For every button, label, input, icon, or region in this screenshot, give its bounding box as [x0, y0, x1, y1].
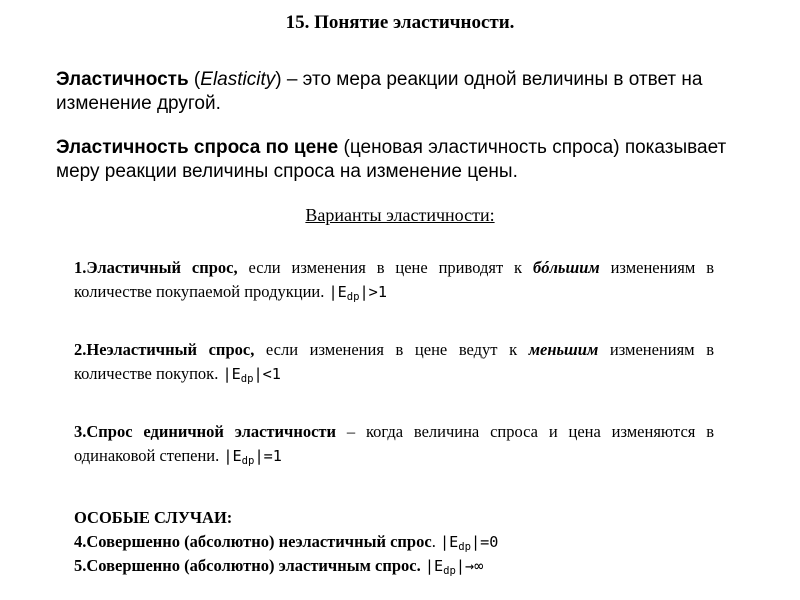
definition-term: Эластичность спроса по цене	[56, 137, 339, 158]
item-formula	[223, 447, 282, 468]
variants-heading-text: Варианты эластичности:	[305, 205, 495, 225]
definition-latin-term: Elasticity	[200, 69, 276, 90]
definition-text: (ценовая эластичность спроса) показывает меру реакции величины спроса на изменение цены.	[56, 137, 727, 182]
special-case-item	[74, 530, 714, 554]
page-title: 15. Понятие эластичности.	[285, 12, 515, 33]
formula-subscript: dp	[458, 540, 471, 554]
formula-text: |=1	[254, 447, 282, 465]
item-emphasis: бóльшим	[532, 258, 600, 277]
list-item	[74, 338, 714, 386]
formula-text: |→∞	[455, 557, 484, 575]
definition-term: Эластичность	[56, 69, 189, 90]
item-term: 2.Неэластичный спрос,	[74, 340, 255, 359]
special-case-text: 4.Совершенно (абсолютно) неэластичный спрос	[74, 532, 432, 551]
formula-subscript: dp	[346, 290, 360, 304]
formula-subscript: dp	[241, 454, 255, 468]
special-cases	[74, 506, 714, 578]
formula-text: |<1	[253, 365, 281, 383]
definition-elasticity	[56, 68, 746, 116]
item-formula	[328, 283, 387, 304]
formula-subscript: dp	[443, 564, 456, 578]
item-term: 1.Эластичный спрос,	[74, 258, 238, 277]
item-formula	[439, 533, 499, 554]
item-emphasis: меньшим	[528, 340, 599, 359]
formula-text: |>1	[359, 283, 387, 301]
item-formula	[424, 557, 484, 578]
formula-text: |=0	[471, 533, 499, 551]
item-text: изменениям в количестве покупаемой продукции.	[74, 258, 715, 301]
list-item	[74, 256, 714, 304]
special-case-item	[74, 554, 714, 578]
special-case-text: 5.Совершенно (абсолютно) эластичным спрос.	[74, 556, 421, 575]
formula-text: |E	[424, 557, 444, 575]
definition-paren: (	[188, 69, 201, 90]
definition-text: ) – это мера реакции одной величины в ответ на изменение другой.	[56, 69, 703, 114]
special-cases-heading	[74, 506, 714, 530]
item-text: – когда величина спроса и цена изменяются в одинаковой степени.	[74, 422, 714, 465]
item-formula	[222, 365, 281, 386]
variants-heading	[0, 205, 800, 226]
formula-text: |E	[223, 447, 242, 465]
formula-text: |E	[439, 533, 459, 551]
item-text: если изменения в цене ведут к	[254, 340, 529, 359]
special-case-tail: .	[431, 532, 440, 551]
formula-text: |E	[328, 283, 347, 301]
special-heading-text: ОСОБЫЕ СЛУЧАИ:	[74, 508, 233, 527]
item-text: изменениям в количестве покупок.	[74, 340, 714, 383]
definition-price-elasticity	[56, 136, 746, 184]
item-term: 3.Спрос единичной эластичности	[74, 422, 337, 441]
item-text: если изменения в цене приводят к	[237, 258, 533, 277]
formula-subscript: dp	[240, 372, 254, 386]
list-item	[74, 420, 714, 468]
formula-text: |E	[222, 365, 241, 383]
